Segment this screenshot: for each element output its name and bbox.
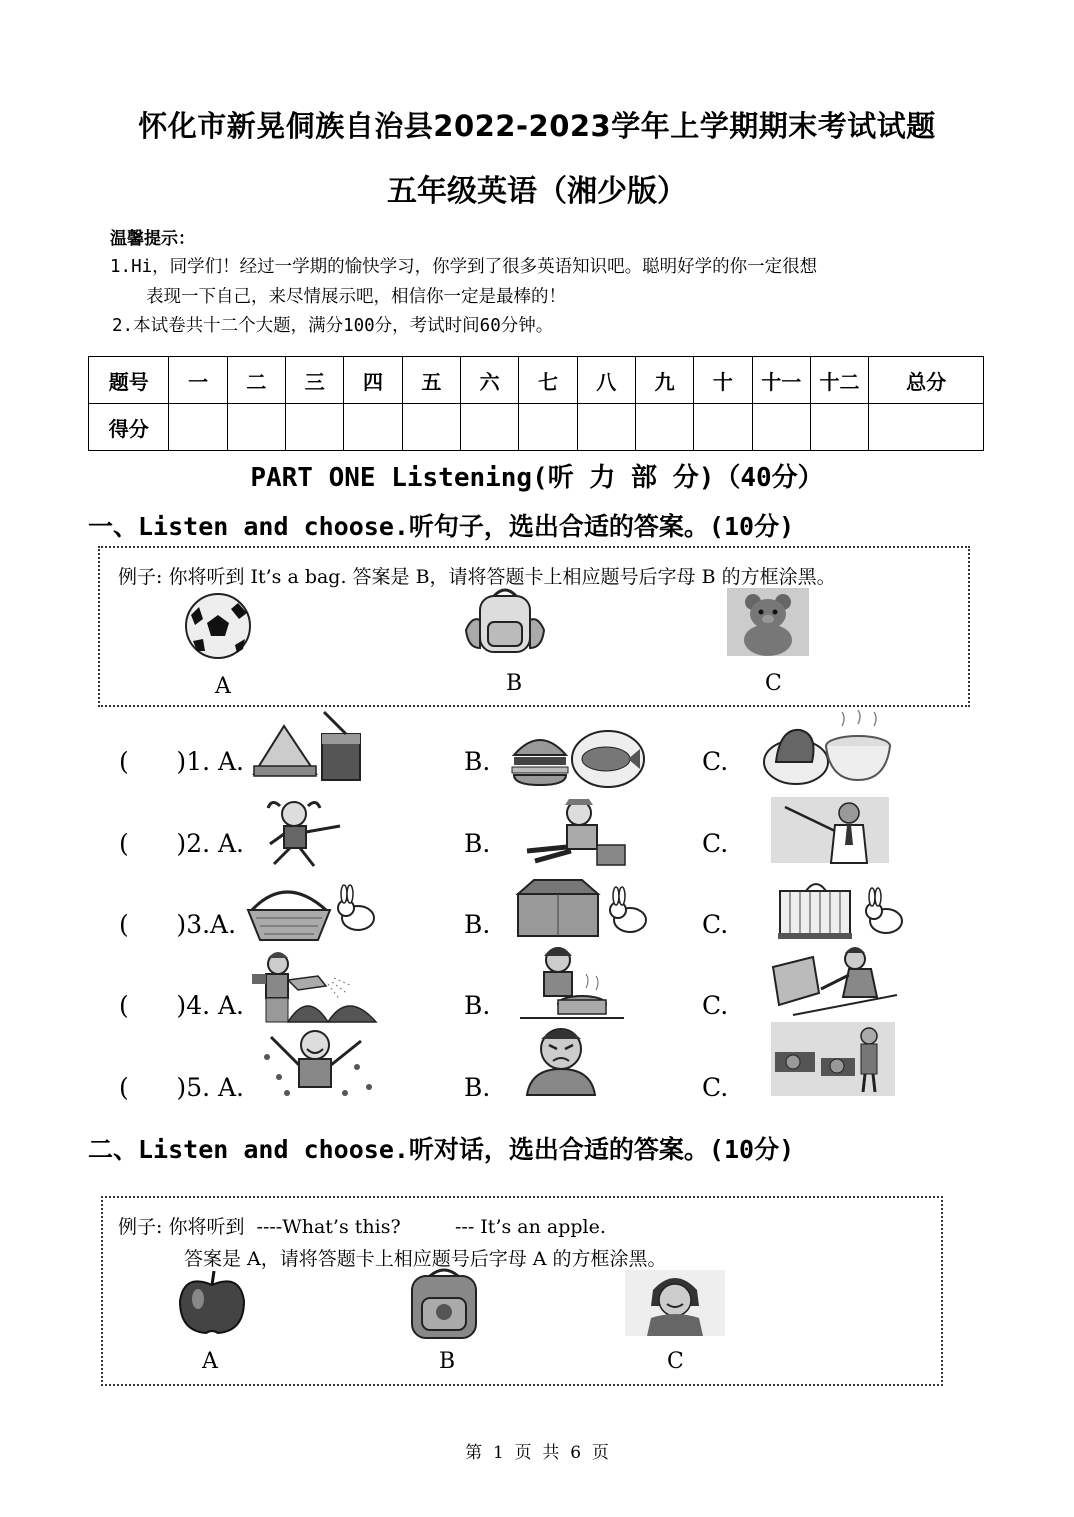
table-header-cell: 十 — [694, 357, 752, 404]
table-header-cell: 六 — [461, 357, 519, 404]
score-table — [88, 356, 984, 451]
boy-angry-icon — [517, 1025, 605, 1095]
score-cell[interactable] — [402, 404, 460, 451]
score-cell[interactable] — [461, 404, 519, 451]
tip-line-1: 1.Hi，同学们！经过一学期的愉快学习，你学到了很多英语知识吧。聪明好学的你一定很想 — [110, 257, 818, 277]
section-1-heading: 一、Listen and choose.听句子，选出合适的答案。(10分) — [88, 512, 795, 541]
page-footer: 第 1 页 共 6 页 — [465, 1443, 609, 1463]
table-header-cell: 十二 — [810, 357, 868, 404]
question-3-option-c: C. — [702, 910, 729, 939]
example-label-a: A — [215, 674, 231, 699]
question-3-option-b: B. — [464, 910, 491, 939]
score-cell[interactable] — [519, 404, 577, 451]
score-cell[interactable] — [344, 404, 402, 451]
score-cell[interactable] — [694, 404, 752, 451]
score-cell[interactable] — [752, 404, 810, 451]
backpack-icon — [462, 586, 548, 660]
boy-happy-icon — [257, 1027, 377, 1099]
exam-title: 怀化市新晃侗族自治县2022-2023学年上学期期末考试试题 — [138, 109, 936, 143]
tips-heading: 温馨提示： — [110, 229, 195, 249]
score-row-label: 得分 — [89, 404, 169, 451]
table-header-cell: 八 — [577, 357, 635, 404]
question-5-option-c: C. — [702, 1073, 729, 1102]
section-2-example-line-1: 例子: 你将听到 ----What’s this? --- It’s an apple. — [118, 1216, 606, 1238]
part-one-heading: PART ONE Listening(听 力 部 分)（40分） — [250, 463, 824, 493]
school-bag-icon — [402, 1268, 488, 1340]
table-header-cell: 题号 — [89, 357, 169, 404]
section-2-label-c: C — [667, 1349, 684, 1374]
question-4-option-c: C. — [702, 991, 729, 1020]
table-header-cell: 二 — [227, 357, 285, 404]
girl-with-scarf-icon — [625, 1270, 725, 1336]
teacher-pointing-icon — [771, 797, 889, 863]
table-header-cell: 总分 — [869, 357, 984, 404]
section-2-heading: 二、Listen and choose.听对话，选出合适的答案。(10分) — [88, 1135, 795, 1164]
sandwich-and-drink-icon — [250, 712, 370, 782]
students-in-classroom-icon — [771, 1022, 895, 1096]
girl-singing-icon — [254, 798, 348, 870]
question-4-option-b: B. — [464, 991, 491, 1020]
score-cell[interactable] — [227, 404, 285, 451]
score-cell[interactable] — [869, 404, 984, 451]
table-header-cell: 七 — [519, 357, 577, 404]
apple-icon — [176, 1269, 248, 1335]
question-1-option-c: C. — [702, 747, 729, 776]
tip-line-2: 2.本试卷共十二个大题，满分100分，考试时间60分钟。 — [112, 316, 554, 336]
score-cell[interactable] — [169, 404, 227, 451]
rabbit-by-cage-icon — [776, 877, 912, 941]
question-2-number: ( )2. A. — [119, 829, 244, 858]
table-header-cell: 四 — [344, 357, 402, 404]
hamburger-and-fish-icon — [510, 725, 646, 789]
chicken-and-soup-icon — [762, 716, 898, 788]
question-5-option-b: B. — [464, 1073, 491, 1102]
table-header-cell: 十一 — [752, 357, 810, 404]
question-2-option-b: B. — [464, 829, 491, 858]
question-1-number: ( )1. A. — [119, 747, 244, 776]
section-2-example-line-2: 答案是 A，请将答题卡上相应题号后字母 A 的方框涂黑。 — [184, 1248, 667, 1270]
question-1-option-b: B. — [464, 747, 491, 776]
section-2-label-b: B — [439, 1349, 456, 1374]
soccer-ball-icon — [183, 593, 253, 659]
question-5-number: ( )5. A. — [119, 1073, 244, 1102]
table-header-cell: 一 — [169, 357, 227, 404]
question-2-option-c: C. — [702, 829, 729, 858]
woman-cooking-icon — [516, 944, 628, 1022]
score-cell[interactable] — [286, 404, 344, 451]
woman-watering-flowers-icon — [248, 950, 380, 1024]
section-2-label-a: A — [202, 1349, 218, 1374]
table-header-cell: 五 — [402, 357, 460, 404]
question-4-number: ( )4. A. — [119, 991, 244, 1020]
question-3-number: ( )3.A. — [119, 910, 237, 939]
example-label-b: B — [506, 671, 523, 696]
score-cell[interactable] — [577, 404, 635, 451]
teddy-bear-icon — [727, 588, 809, 656]
tip-line-1b: 表现一下自己，来尽情展示吧，相信你一定是最棒的！ — [146, 287, 566, 307]
example-label-c: C — [765, 671, 782, 696]
exam-subtitle: 五年级英语（湘少版） — [387, 174, 687, 209]
table-header-cell: 三 — [286, 357, 344, 404]
score-cell[interactable] — [635, 404, 693, 451]
rabbit-by-basket-icon — [246, 880, 382, 942]
farmer-sitting-icon — [517, 799, 629, 867]
score-cell[interactable] — [810, 404, 868, 451]
rabbit-by-box-icon — [516, 880, 652, 938]
section-1-example-text: 例子: 你将听到 It’s a bag. 答案是 B，请将答题卡上相应题号后字母 B 的方框涂黑。 — [118, 566, 836, 588]
woman-cleaning-icon — [773, 945, 901, 1017]
table-header-cell: 九 — [635, 357, 693, 404]
